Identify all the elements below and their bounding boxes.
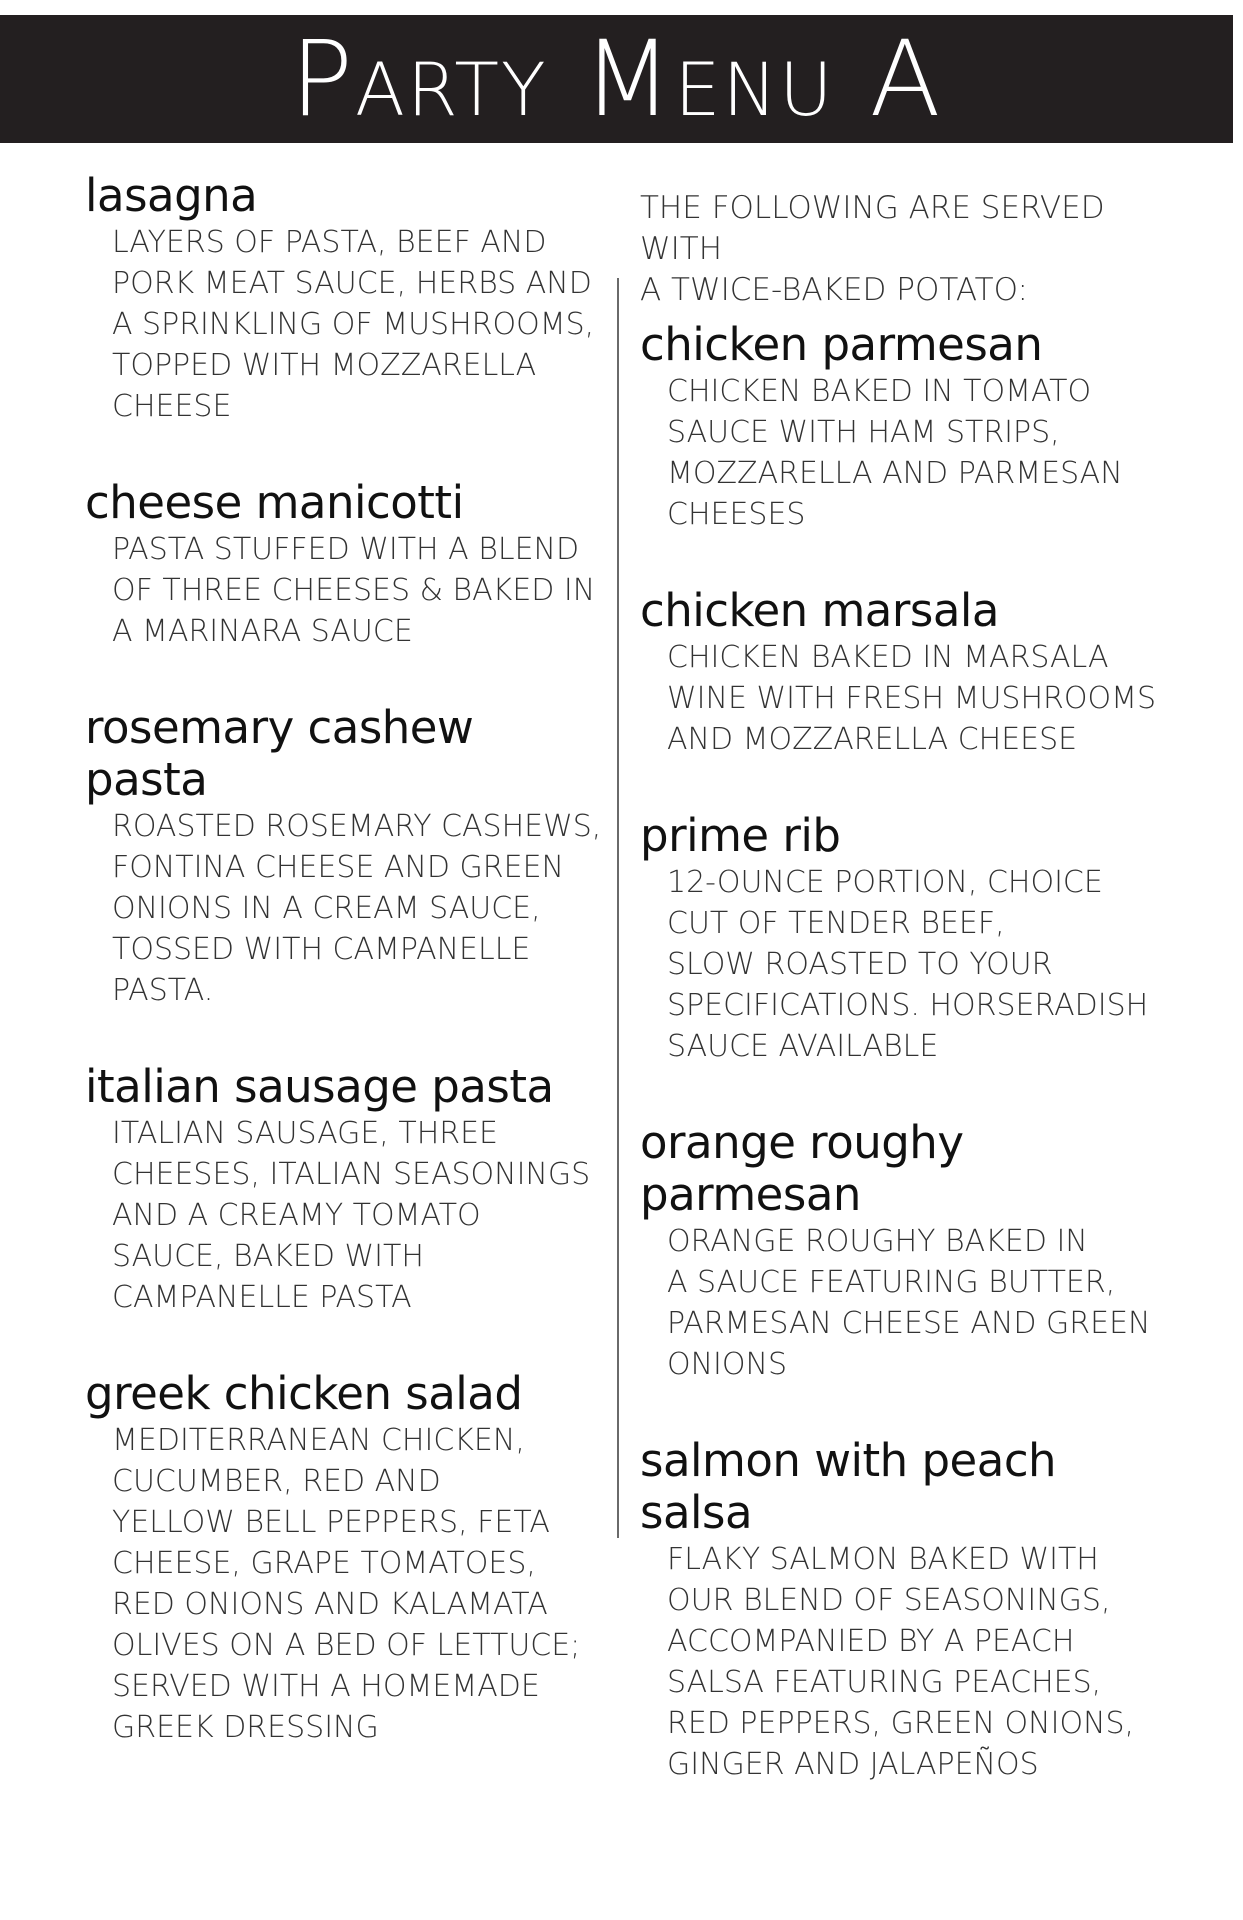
menu-item-description: ITALIAN SAUSAGE, THREE CHEESES, ITALIAN SEASONINGS AND A CREAMY TOMATO SAUCE, BAKED WITH CAMPANELLE PASTA bbox=[112, 1116, 591, 1315]
menu-item-lasagna bbox=[85, 170, 605, 427]
menu-item-description: PASTA STUFFED WITH A BLEND OF THREE CHEESES & BAKED IN A MARINARA SAUCE bbox=[112, 532, 596, 649]
menu-item-name: chicken marsala bbox=[640, 584, 999, 637]
menu-item-name: orange roughy parmesan bbox=[640, 1116, 964, 1221]
menu-item-salmon-with-peach-salsa bbox=[640, 1435, 1160, 1785]
menu-item-description: LAYERS OF PASTA, BEEF AND PORK MEAT SAUCE, HERBS AND A SPRINKLING OF MUSHROOMS, TOPPED WITH MOZZARELLA CHEESE bbox=[112, 225, 595, 424]
page-title: Party Menu A bbox=[290, 18, 943, 140]
title-banner bbox=[0, 15, 1233, 143]
menu-item-name: chicken parmesan bbox=[640, 318, 1043, 371]
menu-item-name: lasagna bbox=[85, 169, 258, 222]
menu-item-orange-roughy-parmesan bbox=[640, 1117, 1160, 1385]
menu-item-description: 12-OUNCE PORTION, CHOICE CUT OF TENDER BEEF, SLOW ROASTED TO YOUR SPECIFICATIONS. HORSERADISH SAUCE AVAILABLE bbox=[667, 865, 1149, 1064]
menu-item-name: rosemary cashew pasta bbox=[85, 701, 474, 806]
menu-item-description: CHICKEN BAKED IN TOMATO SAUCE WITH HAM STRIPS, MOZZARELLA AND PARMESAN CHEESES bbox=[667, 374, 1123, 532]
menu-item-description: MEDITERRANEAN CHICKEN, CUCUMBER, RED AND YELLOW BELL PEPPERS, FETA CHEESE, GRAPE TOMATOES, RED ONIONS AND KALAMATA OLIVES ON A BED OF LETTUCE; SERVED WITH A HOMEMADE GREEK DRESSING bbox=[112, 1423, 581, 1745]
column-divider bbox=[617, 278, 619, 1538]
menu-item-greek-chicken-salad bbox=[85, 1368, 605, 1748]
menu-item-description: ORANGE ROUGHY BAKED IN A SAUCE FEATURING BUTTER, PARMESAN CHEESE AND GREEN ONIONS bbox=[667, 1224, 1151, 1382]
menu-item-name: greek chicken salad bbox=[85, 1367, 523, 1420]
menu-item-italian-sausage-pasta bbox=[85, 1061, 605, 1318]
potato-note: THE FOLLOWING ARE SERVED WITH A TWICE-BAKED POTATO: bbox=[640, 190, 1105, 308]
menu-item-name: prime rib bbox=[640, 809, 841, 862]
left-column bbox=[85, 170, 605, 1798]
menu-item-name: italian sausage pasta bbox=[85, 1060, 554, 1113]
right-column bbox=[640, 170, 1160, 1835]
menu-item-prime-rib bbox=[640, 810, 1160, 1067]
menu-item-description: ROASTED ROSEMARY CASHEWS, FONTINA CHEESE AND GREEN ONIONS IN A CREAM SAUCE, TOSSED WITH CAMPANELLE PASTA. bbox=[112, 809, 602, 1008]
menu-item-cheese-manicotti bbox=[85, 477, 605, 652]
menu-item-rosemary-cashew-pasta bbox=[85, 702, 605, 1011]
menu-item-description: CHICKEN BAKED IN MARSALA WINE WITH FRESH MUSHROOMS AND MOZZARELLA CHEESE bbox=[667, 640, 1157, 757]
menu-item-name: cheese manicotti bbox=[85, 476, 464, 529]
menu-item-chicken-marsala bbox=[640, 585, 1160, 760]
menu-item-description: FLAKY SALMON BAKED WITH OUR BLEND OF SEASONINGS, ACCOMPANIED BY A PEACH SALSA FEATURING PEACHES, RED PEPPERS, GREEN ONIONS, GINGER AND JALAPEÑOS bbox=[667, 1542, 1135, 1782]
menu-item-chicken-parmesan bbox=[640, 319, 1160, 535]
menu-item-name: salmon with peach salsa bbox=[640, 1434, 1057, 1539]
